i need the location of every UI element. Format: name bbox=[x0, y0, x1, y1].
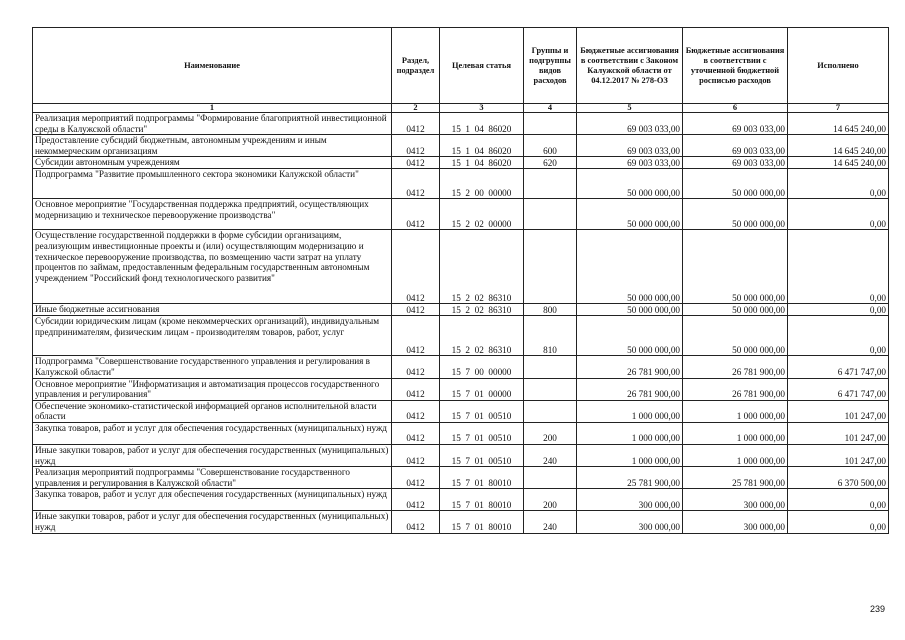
header-row bbox=[33, 28, 889, 104]
row-group: 800 bbox=[524, 304, 577, 316]
header-groups: Группы и подгруппы видов расходов bbox=[524, 28, 577, 104]
page-number: 239 bbox=[869, 604, 885, 614]
row-law-amount: 300 000,00 bbox=[577, 511, 683, 533]
row-section: 0412 bbox=[392, 135, 440, 157]
row-law-amount: 1 000 000,00 bbox=[577, 400, 683, 422]
row-target: 15 2 02 86310 bbox=[440, 230, 524, 304]
row-target: 15 2 02 00000 bbox=[440, 199, 524, 230]
row-done-amount: 6 370 500,00 bbox=[788, 467, 889, 489]
row-done-amount: 0,00 bbox=[788, 511, 889, 533]
row-name: Осуществление государственной поддержки в форме субсидии организациям, реализующим инвестиционные проекты и (или) осуществляющим модернизацию и техническое перевооружение производства, по возмещению части затрат на уплату процентов по займам, предоставленным федеральным государственным автономным учреждением "Российский фонд технологического развития" bbox=[33, 230, 392, 304]
row-law-amount: 26 781 900,00 bbox=[577, 378, 683, 400]
row-section: 0412 bbox=[392, 157, 440, 169]
table-row bbox=[33, 400, 889, 422]
row-target: 15 1 04 86020 bbox=[440, 157, 524, 169]
row-name: Подпрограмма "Совершенствование государственного управления и регулирования в Калужской области" bbox=[33, 356, 392, 378]
row-law-amount: 69 003 033,00 bbox=[577, 135, 683, 157]
row-target: 15 7 01 80010 bbox=[440, 489, 524, 511]
row-name: Подпрограмма "Развитие промышленного сектора экономики Калужской области" bbox=[33, 169, 392, 199]
row-target: 15 2 02 86310 bbox=[440, 304, 524, 316]
row-section: 0412 bbox=[392, 444, 440, 466]
row-name: Субсидии автономным учреждениям bbox=[33, 157, 392, 169]
header-revised: Бюджетные ассигнования в соответствии с уточненной бюджетной росписью расходов bbox=[683, 28, 788, 104]
row-done-amount: 6 471 747,00 bbox=[788, 378, 889, 400]
row-target: 15 1 04 86020 bbox=[440, 135, 524, 157]
row-group bbox=[524, 113, 577, 135]
row-group bbox=[524, 199, 577, 230]
row-target: 15 7 01 80010 bbox=[440, 511, 524, 533]
row-name: Реализация мероприятий подпрограммы "Формирование благоприятной инвестиционной среды в Калужской области" bbox=[33, 113, 392, 135]
column-number: 2 bbox=[392, 104, 440, 113]
row-revised-amount: 69 003 033,00 bbox=[683, 113, 788, 135]
row-name: Основное мероприятие "Государственная поддержка предприятий, осуществляющих модернизацию и техническое перевооружение производства" bbox=[33, 199, 392, 230]
row-group bbox=[524, 467, 577, 489]
table-row bbox=[33, 489, 889, 511]
row-group: 810 bbox=[524, 316, 577, 356]
row-done-amount: 101 247,00 bbox=[788, 400, 889, 422]
row-section: 0412 bbox=[392, 199, 440, 230]
row-section: 0412 bbox=[392, 378, 440, 400]
row-group bbox=[524, 400, 577, 422]
row-done-amount: 0,00 bbox=[788, 304, 889, 316]
row-law-amount: 25 781 900,00 bbox=[577, 467, 683, 489]
row-law-amount: 1 000 000,00 bbox=[577, 422, 683, 444]
row-revised-amount: 50 000 000,00 bbox=[683, 169, 788, 199]
header-done: Исполнено bbox=[788, 28, 889, 104]
row-section: 0412 bbox=[392, 400, 440, 422]
table-row bbox=[33, 304, 889, 316]
table-row bbox=[33, 511, 889, 533]
row-target: 15 2 00 00000 bbox=[440, 169, 524, 199]
row-done-amount: 101 247,00 bbox=[788, 444, 889, 466]
row-name: Закупка товаров, работ и услуг для обеспечения государственных (муниципальных) нужд bbox=[33, 422, 392, 444]
row-revised-amount: 26 781 900,00 bbox=[683, 378, 788, 400]
header-section: Раздел, подраздел bbox=[392, 28, 440, 104]
row-group bbox=[524, 356, 577, 378]
row-group: 200 bbox=[524, 422, 577, 444]
budget-table bbox=[32, 27, 889, 534]
header-target: Целевая статья bbox=[440, 28, 524, 104]
table-row bbox=[33, 316, 889, 356]
row-section: 0412 bbox=[392, 511, 440, 533]
column-number: 4 bbox=[524, 104, 577, 113]
row-done-amount: 6 471 747,00 bbox=[788, 356, 889, 378]
header-law: Бюджетные ассигнования в соответствии с Законом Калужской области от 04.12.2017 № 278-ОЗ bbox=[577, 28, 683, 104]
column-number: 5 bbox=[577, 104, 683, 113]
table-row bbox=[33, 378, 889, 400]
table-row bbox=[33, 422, 889, 444]
row-section: 0412 bbox=[392, 356, 440, 378]
row-target: 15 7 01 80010 bbox=[440, 467, 524, 489]
row-section: 0412 bbox=[392, 467, 440, 489]
table-row bbox=[33, 444, 889, 466]
column-number: 6 bbox=[683, 104, 788, 113]
header-name: Наименование bbox=[33, 28, 392, 104]
column-number: 1 bbox=[33, 104, 392, 113]
row-section: 0412 bbox=[392, 113, 440, 135]
row-revised-amount: 69 003 033,00 bbox=[683, 135, 788, 157]
row-target: 15 7 01 00510 bbox=[440, 422, 524, 444]
row-name: Субсидии юридическим лицам (кроме некоммерческих организаций), индивидуальным предпринимателям, физическим лицам - производителям товаров, работ, услуг bbox=[33, 316, 392, 356]
row-revised-amount: 1 000 000,00 bbox=[683, 444, 788, 466]
row-law-amount: 50 000 000,00 bbox=[577, 230, 683, 304]
column-number: 7 bbox=[788, 104, 889, 113]
row-target: 15 2 02 86310 bbox=[440, 316, 524, 356]
row-section: 0412 bbox=[392, 304, 440, 316]
row-target: 15 7 01 00510 bbox=[440, 444, 524, 466]
row-group bbox=[524, 230, 577, 304]
row-done-amount: 0,00 bbox=[788, 316, 889, 356]
row-target: 15 1 04 86020 bbox=[440, 113, 524, 135]
table-row bbox=[33, 199, 889, 230]
row-law-amount: 300 000,00 bbox=[577, 489, 683, 511]
row-revised-amount: 1 000 000,00 bbox=[683, 400, 788, 422]
row-law-amount: 50 000 000,00 bbox=[577, 304, 683, 316]
row-section: 0412 bbox=[392, 489, 440, 511]
row-law-amount: 50 000 000,00 bbox=[577, 199, 683, 230]
row-target: 15 7 00 00000 bbox=[440, 356, 524, 378]
table-row bbox=[33, 169, 889, 199]
row-done-amount: 14 645 240,00 bbox=[788, 157, 889, 169]
row-name: Иные закупки товаров, работ и услуг для обеспечения государственных (муниципальных) нужд bbox=[33, 511, 392, 533]
row-group bbox=[524, 169, 577, 199]
row-law-amount: 50 000 000,00 bbox=[577, 169, 683, 199]
table-row bbox=[33, 356, 889, 378]
row-name: Реализация мероприятий подпрограммы "Совершенствование государственного управления и регулирования в Калужской области" bbox=[33, 467, 392, 489]
row-law-amount: 69 003 033,00 bbox=[577, 157, 683, 169]
row-revised-amount: 50 000 000,00 bbox=[683, 230, 788, 304]
row-target: 15 7 01 00000 bbox=[440, 378, 524, 400]
row-section: 0412 bbox=[392, 316, 440, 356]
row-revised-amount: 25 781 900,00 bbox=[683, 467, 788, 489]
row-done-amount: 0,00 bbox=[788, 230, 889, 304]
row-section: 0412 bbox=[392, 230, 440, 304]
row-done-amount: 14 645 240,00 bbox=[788, 113, 889, 135]
row-group: 620 bbox=[524, 157, 577, 169]
column-number: 3 bbox=[440, 104, 524, 113]
table-body bbox=[33, 113, 889, 534]
table-row bbox=[33, 135, 889, 157]
row-revised-amount: 50 000 000,00 bbox=[683, 316, 788, 356]
row-name: Закупка товаров, работ и услуг для обеспечения государственных (муниципальных) нужд bbox=[33, 489, 392, 511]
column-number-row bbox=[33, 104, 889, 113]
table-row bbox=[33, 467, 889, 489]
row-group bbox=[524, 378, 577, 400]
row-name: Основное мероприятие "Информатизация и автоматизация процессов государственного управления и регулирования" bbox=[33, 378, 392, 400]
row-done-amount: 0,00 bbox=[788, 199, 889, 230]
row-group: 600 bbox=[524, 135, 577, 157]
row-done-amount: 14 645 240,00 bbox=[788, 135, 889, 157]
row-law-amount: 1 000 000,00 bbox=[577, 444, 683, 466]
row-section: 0412 bbox=[392, 422, 440, 444]
row-revised-amount: 300 000,00 bbox=[683, 489, 788, 511]
row-section: 0412 bbox=[392, 169, 440, 199]
row-name: Иные закупки товаров, работ и услуг для обеспечения государственных (муниципальных) нужд bbox=[33, 444, 392, 466]
row-done-amount: 0,00 bbox=[788, 489, 889, 511]
row-revised-amount: 50 000 000,00 bbox=[683, 304, 788, 316]
row-revised-amount: 26 781 900,00 bbox=[683, 356, 788, 378]
row-revised-amount: 1 000 000,00 bbox=[683, 422, 788, 444]
row-law-amount: 50 000 000,00 bbox=[577, 316, 683, 356]
row-name: Предоставление субсидий бюджетным, автономным учреждениям и иным некоммерческим организациям bbox=[33, 135, 392, 157]
row-revised-amount: 300 000,00 bbox=[683, 511, 788, 533]
table-row bbox=[33, 230, 889, 304]
row-name: Иные бюджетные ассигнования bbox=[33, 304, 392, 316]
table-row bbox=[33, 157, 889, 169]
row-law-amount: 69 003 033,00 bbox=[577, 113, 683, 135]
row-target: 15 7 01 00510 bbox=[440, 400, 524, 422]
row-revised-amount: 69 003 033,00 bbox=[683, 157, 788, 169]
row-group: 240 bbox=[524, 444, 577, 466]
row-law-amount: 26 781 900,00 bbox=[577, 356, 683, 378]
row-revised-amount: 50 000 000,00 bbox=[683, 199, 788, 230]
row-name: Обеспечение экономико-статистической информацией органов исполнительной власти области bbox=[33, 400, 392, 422]
row-done-amount: 101 247,00 bbox=[788, 422, 889, 444]
row-group: 200 bbox=[524, 489, 577, 511]
table-row bbox=[33, 113, 889, 135]
row-group: 240 bbox=[524, 511, 577, 533]
row-done-amount: 0,00 bbox=[788, 169, 889, 199]
